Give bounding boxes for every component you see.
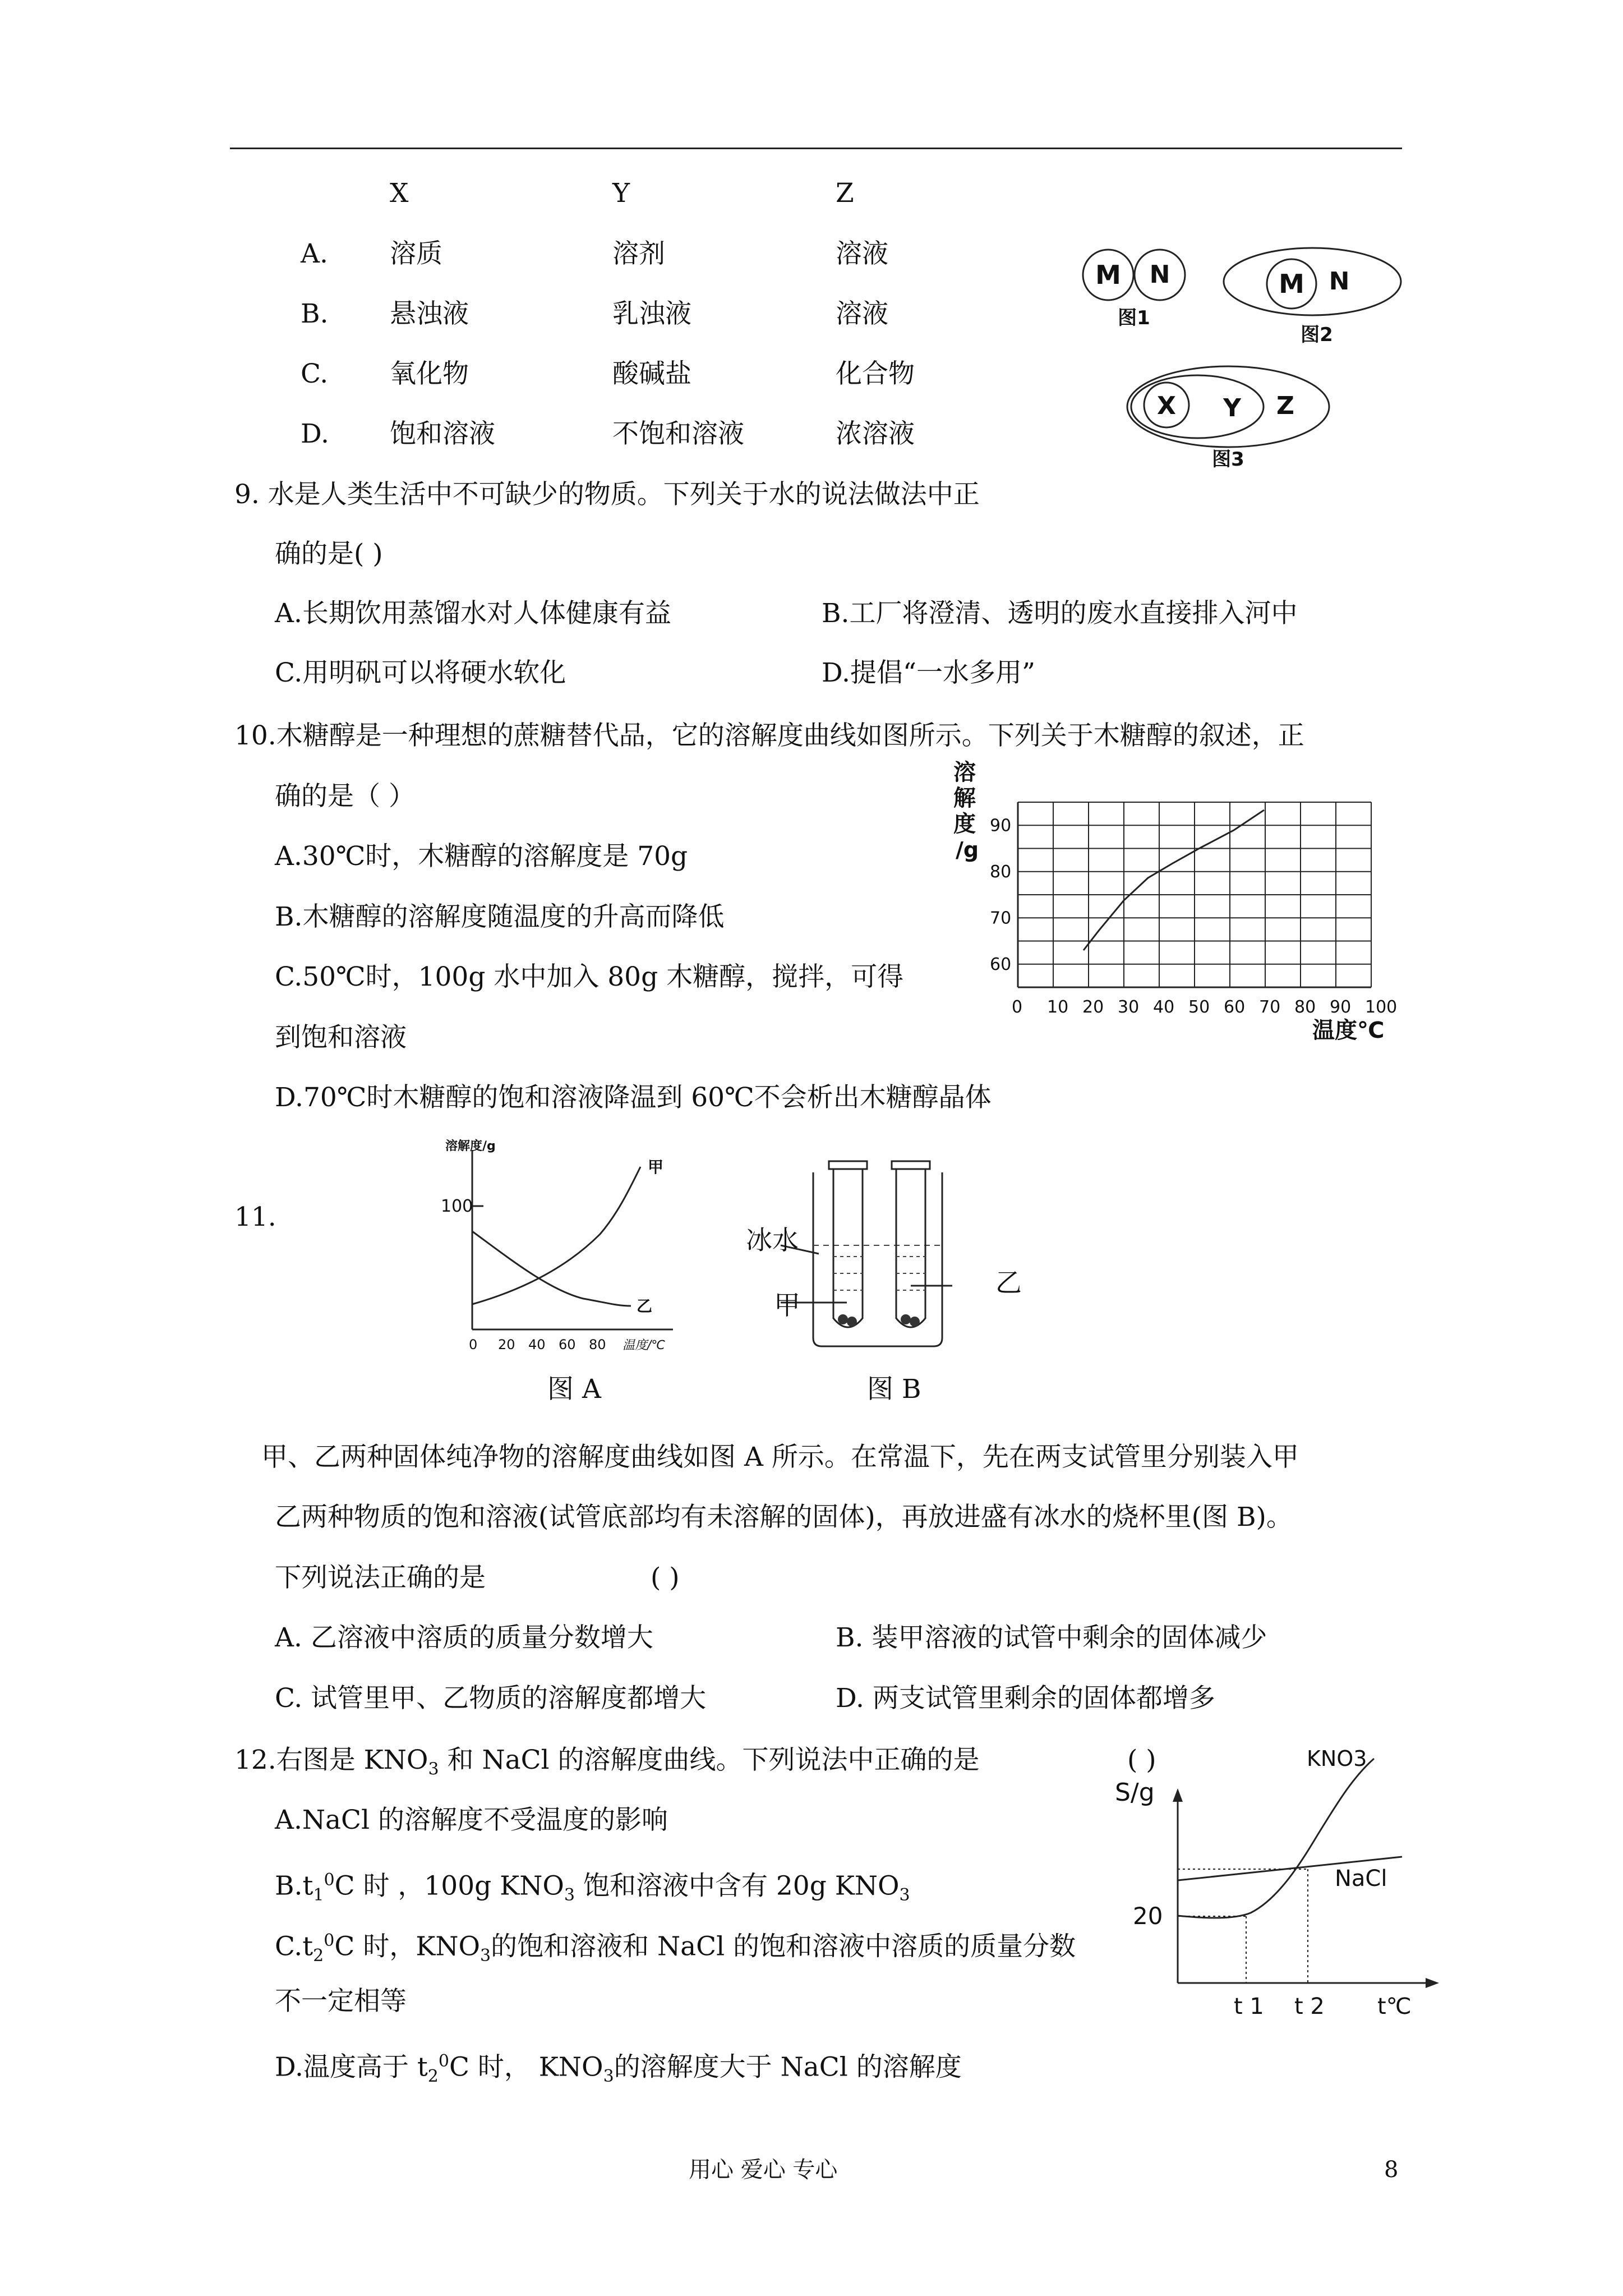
fig3-ellipse-y [1131, 375, 1264, 438]
q12-stem-part1: 12.右图是 KNO [234, 1745, 428, 1775]
q8-row-c-y: 酸碱盐 [612, 358, 691, 389]
fig-b-solid-jia-2 [847, 1317, 857, 1327]
fig2-m-label: M [1279, 269, 1304, 299]
q10-stem-line1: 10.木糖醇是一种理想的蔗糖替代品，它的溶解度曲线如图所示。下列关于木糖醇的叙述，正 [234, 720, 1304, 751]
q11-option-c: C. 试管里甲、乙物质的溶解度都增大 [275, 1683, 707, 1714]
q11-option-b: B. 装甲溶液的试管中剩余的固体减少 [836, 1622, 1267, 1653]
q10-option-b: B.木糖醇的溶解度随温度的升高而降低 [275, 901, 725, 932]
q10-x-tick-label: 80 [1294, 997, 1316, 1017]
fig-a-x-tick-80: 80 [589, 1337, 606, 1352]
q11-option-a: A. 乙溶液中溶质的质量分数增大 [275, 1622, 653, 1653]
fig3-caption: 图3 [1212, 448, 1244, 471]
q8-row-d-y: 不饱和溶液 [612, 418, 744, 449]
q12-t1-label: t 1 [1234, 1994, 1264, 2019]
q9-stem-line2: 确的是( ) [275, 539, 383, 569]
fig-a-caption: 图 A [547, 1374, 601, 1405]
fig-a-x-tick-0: 0 [469, 1337, 478, 1352]
q12-option-d [275, 2045, 962, 2093]
q10-y-tick-label: 90 [990, 816, 1012, 836]
q12-option-c [275, 1924, 1076, 1973]
venn-diagrams [1066, 236, 1413, 482]
q10-x-tick-label: 20 [1082, 997, 1104, 1017]
q10-option-d: D.70℃时木糖醇的饱和溶液降温到 60℃不会析出木糖醇晶体 [275, 1082, 992, 1113]
q8-row-d-letter: D. [301, 418, 329, 449]
fig2-n-label: N [1329, 267, 1350, 296]
fig3-x-label: X [1157, 392, 1176, 420]
q12-c-sub3: 3 [479, 1946, 491, 1966]
page-number: 8 [1384, 2157, 1399, 2183]
fig3-z-label: Z [1276, 392, 1294, 420]
q9-option-d: D.提倡“一水多用” [822, 657, 1036, 688]
q10-x-tick-label: 30 [1118, 997, 1140, 1017]
fig-b-jia-label: 甲 [774, 1290, 800, 1321]
q12-y-arrow [1173, 1788, 1183, 1802]
q10-x-tick-label: 100 [1365, 997, 1398, 1017]
q8-row-a-y: 溶剂 [612, 238, 665, 269]
fig2-caption: 图2 [1301, 324, 1333, 346]
q8-row-c-z: 化合物 [836, 358, 915, 389]
fig-a-ylabel: 溶解度/g [445, 1139, 496, 1153]
q12-stem-part2: 和 NaCl 的溶解度曲线。下列说法中正确的是 [439, 1745, 980, 1775]
q12-d-sub3: 3 [603, 2067, 614, 2087]
q12-d-sup0: 0 [438, 2051, 449, 2071]
q8-header-y: Y [612, 178, 630, 209]
q12-d-part2: C 时， KNO [449, 2051, 603, 2083]
q12-d-part1: D.温度高于 t [275, 2051, 428, 2083]
q11-stem-line2: 乙两种物质的饱和溶液(试管底部均有未溶解的固体)，再放进盛有冰水的烧杯里(图 B)。 [275, 1502, 1293, 1533]
q9-option-c: C.用明矾可以将硬水软化 [275, 657, 566, 688]
fig-a-yi-label: 乙 [637, 1297, 653, 1315]
fig2-ellipse-n [1224, 248, 1401, 315]
q10-x-tick-label: 0 [1012, 997, 1023, 1017]
q12-b-sub3a: 3 [564, 1885, 575, 1906]
q12-option-c-line2: 不一定相等 [275, 1986, 407, 2017]
q12-nacl-label: NaCl [1335, 1866, 1387, 1892]
q11-stem-line3: 下列说法正确的是 [275, 1562, 486, 1593]
q12-c-sup0: 0 [324, 1931, 335, 1950]
q10-option-a: A.30℃时，木糖醇的溶解度是 70g [275, 841, 688, 872]
q12-c-part3: 的饱和溶液和 NaCl 的饱和溶液中溶质的质量分数 [491, 1931, 1076, 1962]
q8-header-x: X [390, 178, 409, 209]
fig-a-solubility-curves [437, 1128, 690, 1363]
q8-row-b-x: 悬浊液 [390, 298, 469, 329]
fig-a-jia-label: 甲 [648, 1158, 664, 1176]
q8-row-c-x: 氧化物 [390, 358, 469, 389]
q8-row-c-letter: C. [301, 358, 329, 389]
q12-answer-paren: ( ) [1127, 1745, 1156, 1775]
fig-b-caption: 图 B [867, 1374, 921, 1405]
q10-ylabel-char-2: 解 [953, 785, 976, 811]
q8-row-b-z: 溶液 [836, 298, 888, 329]
fig-b-ice-label: 冰水 [746, 1225, 799, 1256]
q10-y-tick-label: 70 [990, 908, 1012, 928]
fig3-y-label: Y [1223, 394, 1241, 422]
fig-a-xlabel: 温度/℃ [623, 1338, 666, 1352]
fig-b-tube-yi [896, 1169, 925, 1327]
q12-kno3-label: KNO3 [1307, 1746, 1367, 1771]
footer-motto: 用心 爱心 专心 [689, 2157, 838, 2183]
q12-c-part1: C.t [275, 1931, 313, 1962]
q10-xlabel: 温度℃ [1312, 1018, 1385, 1043]
fig-b-tube-yi-rim [892, 1161, 930, 1169]
fig-b-tube-jia-rim [829, 1161, 867, 1169]
fig-a-x-tick-40: 40 [528, 1337, 546, 1352]
q12-t2-label: t 2 [1294, 1994, 1325, 2019]
q12-b-sub1: 1 [313, 1885, 324, 1906]
q12-b-sup0: 0 [324, 1870, 335, 1890]
q8-row-b-y: 乳浊液 [612, 298, 691, 329]
q10-stem-line2: 确的是（ ） [275, 781, 415, 812]
fig1-caption: 图1 [1118, 307, 1150, 329]
q12-c-sub2: 2 [313, 1946, 324, 1966]
header-rule [230, 148, 1402, 149]
fig-b-solid-jia-1 [838, 1314, 848, 1324]
q10-x-tick-label: 10 [1047, 997, 1069, 1017]
q12-b-part3: 饱和溶液中含有 20g KNO [575, 1870, 900, 1902]
q8-row-d-x: 饱和溶液 [390, 418, 495, 449]
q10-x-tick-label: 40 [1153, 997, 1175, 1017]
q12-d-part3: 的溶解度大于 NaCl 的溶解度 [614, 2051, 962, 2083]
q12-ylabel: S/g [1115, 1778, 1155, 1807]
q12-option-a: A.NaCl 的溶解度不受温度的影响 [275, 1805, 668, 1835]
q8-header-z: Z [836, 178, 854, 209]
q10-y-tick-label: 60 [990, 954, 1012, 974]
q11-number: 11. [234, 1202, 276, 1232]
fig-b-solid-yi-2 [910, 1317, 920, 1327]
q11-stem-line1: 甲、乙两种固体纯净物的溶解度曲线如图 A 所示。在常温下，先在两支试管里分别装入甲 [261, 1442, 1299, 1473]
kno3-nacl-solubility-chart [1115, 1745, 1458, 2036]
q8-row-b-letter: B. [301, 298, 329, 329]
fig-a-x-tick-20: 20 [498, 1337, 515, 1352]
q9-option-a: A.长期饮用蒸馏水对人体健康有益 [275, 598, 671, 629]
q12-y-tick-20: 20 [1133, 1902, 1163, 1930]
q12-x-arrow [1426, 1978, 1439, 1988]
q12-d-sub2: 2 [427, 2067, 439, 2087]
fig-b-yi-label: 乙 [995, 1268, 1022, 1299]
fig-a-y-tick-100: 100 [441, 1197, 473, 1216]
q10-option-c-line2: 到饱和溶液 [275, 1022, 407, 1053]
q8-row-a-z: 溶液 [836, 238, 888, 269]
q12-b-part2: C 时 ，100g KNO [334, 1870, 564, 1902]
q12-xlabel: t℃ [1377, 1994, 1412, 2019]
fig-a-curve-yi [472, 1231, 631, 1306]
q10-x-tick-label: 50 [1188, 997, 1210, 1017]
q10-ylabel-char-3: 度 [953, 811, 976, 837]
q11-answer-paren: ( ) [651, 1562, 680, 1593]
fig-a-curve-jia [472, 1167, 640, 1304]
q8-row-a-x: 溶质 [390, 238, 442, 269]
q9-option-b: B.工厂将澄清、透明的废水直接排入河中 [822, 598, 1298, 629]
q10-ylabel-char-4: /g [956, 838, 979, 862]
q11-option-d: D. 两支试管里剩余的固体都增多 [836, 1683, 1215, 1714]
fig-b-solid-yi-1 [901, 1314, 911, 1324]
q8-row-a-letter: A. [301, 238, 328, 269]
q10-option-c-line1: C.50℃时，100g 水中加入 80g 木糖醇，搅拌，可得 [275, 961, 904, 992]
q8-row-d-z: 浓溶液 [836, 418, 915, 449]
q12-option-b [275, 1864, 910, 1912]
fig1-m-label: M [1095, 260, 1121, 290]
q10-x-tick-label: 90 [1330, 997, 1352, 1017]
q9-stem-line1: 9. 水是人类生活中不可缺少的物质。下列关于水的说法做法中正 [234, 479, 980, 510]
q10-x-tick-label: 70 [1259, 997, 1281, 1017]
xylitol-curve [1083, 810, 1264, 950]
q10-x-tick-label: 60 [1224, 997, 1246, 1017]
q12-c-part2: C 时，KNO [334, 1931, 480, 1962]
xylitol-solubility-chart [942, 752, 1408, 1043]
q12-kno3-curve [1178, 1759, 1374, 1918]
q12-b-part1: B.t [275, 1870, 313, 1902]
q12-stem-sub: 3 [428, 1759, 439, 1779]
q10-ylabel-char-1: 溶 [953, 760, 976, 785]
fig-a-x-tick-60: 60 [559, 1337, 576, 1352]
fig-b-tube-jia [833, 1169, 863, 1327]
q10-y-tick-label: 80 [990, 862, 1012, 882]
q12-stem [234, 1743, 980, 1786]
fig1-n-label: N [1149, 260, 1170, 289]
q12-b-sub3b: 3 [899, 1885, 910, 1906]
